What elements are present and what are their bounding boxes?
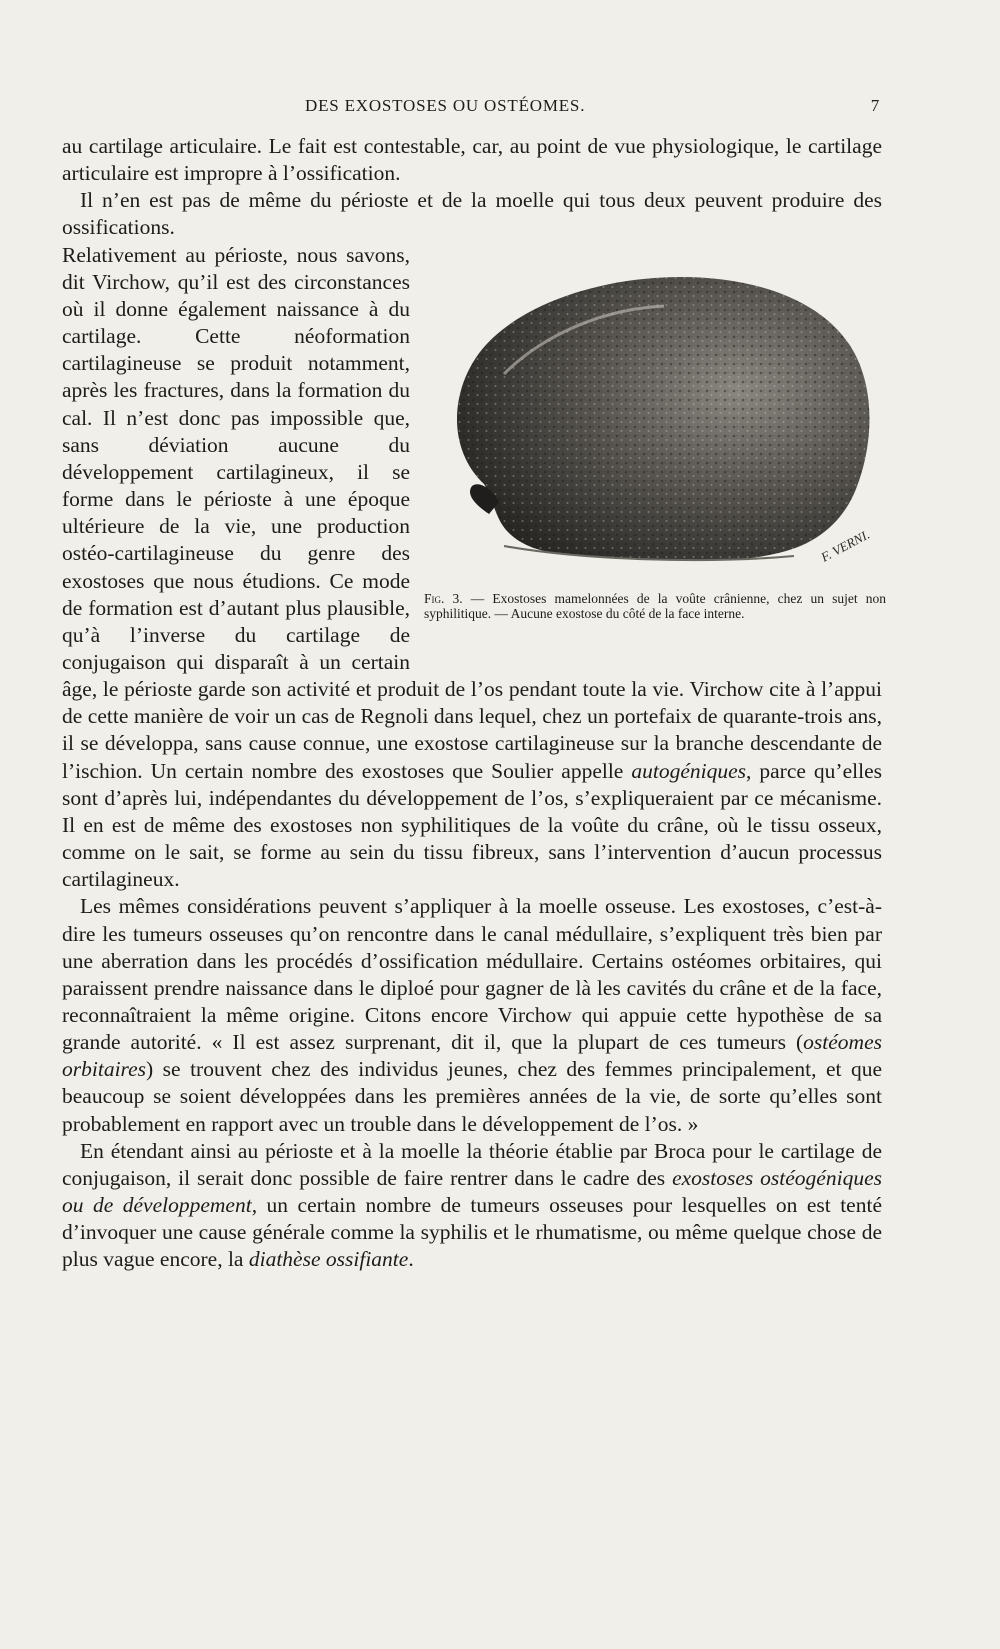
caption-text: — Exostoses mamelonnées de la voûte crânienne, chez un sujet non syphilitique. — Aucune exostose du côté de la face interne. [424, 590, 886, 622]
figure-signature: F. VERNI. [818, 526, 873, 565]
text-run-italic: exostoses ostéogéniques ou de développement [62, 1165, 882, 1218]
skull-exostosis-illustration [444, 254, 884, 574]
text-run-italic: autogéniques [631, 758, 747, 783]
figure-caption [424, 591, 886, 622]
text-run: ) se trouvent chez des individus jeunes, chez des femmes principalement, et que beaucoup se soient développées dans les premières années de la vie, de sorte qu’elles sont probablement en rapport avec un trouble dans le développement de l’os. » [62, 1057, 882, 1136]
text-run: , un certain nombre de tumeurs osseuses pour lesquelles on est tenté d’invoquer une cause générale comme la syphilis et le rhumatisme, ou même quelque chose de plus vague encore, la [62, 1193, 882, 1272]
text-run-italic: ostéomes orbitaires [62, 1030, 882, 1082]
text-run: Il n’en est pas de même du périoste et de la moelle qui tous deux peuvent produire des ossifications. [62, 188, 882, 240]
text-run: Les mêmes considérations peuvent s’appliquer à la moelle osseuse. Les exostoses, c’est-à-dire les tumeurs osseuses qu’on rencontre dans le canal médullaire, s’expliquent très bien par une aberration dans les procédés d’ossification médullaire. Certains ostéomes orbitaires, qui paraissent prendre naissance dans le diploé pour gagner de là les cavités du crâne et de la face, reconnaîtraient la même origine. Citons encore Virchow qui appuie cette hypothèse de sa grande autorité. « Il est assez surprenant, dit il, que la plupart de ces tumeurs ( [62, 894, 882, 1055]
text-run: , parce qu’elles sont d’après lui, indépendantes du développement de l’os, s’expliqueraient par ce mécanisme. Il en est de même des exostoses non syphilitiques de la voûte du crâne, où le tissu osseux, comme on le sait, se forme au sein du tissu fibreux, sans l’intervention d’aucun processus cartilagineux. [62, 758, 882, 892]
caption-label: Fig. 3. [424, 590, 463, 606]
paragraph-2 [62, 187, 882, 241]
figure-3 [424, 242, 886, 650]
paragraph-1 [62, 133, 882, 187]
page-header [60, 96, 880, 122]
page-number: 7 [870, 96, 880, 115]
body-text [62, 133, 886, 1274]
text-run: . [408, 1247, 414, 1272]
text-run: Relativement au périoste, nous savons, dit Virchow, qu’il est des circonstances où il donne également naissance à du cartilage. Cette néoformation cartilagineuse se produit notamment, après les fractures, dans la formation du cal. Il n’est donc pas impossible que, sans déviation aucune du développement cartilagineux, il se forme dans le périoste à une époque ultérieure de la vie, une production ostéo-cartilagineuse du genre des exostoses que nous étudions. Ce mode de formation est d’autant plus plausible, qu’à l’inverse du cartilage de conjugaison qui disparaît à un certain âge, le périoste garde son activité et produit de l’os pendant toute la vie. Virchow cite à l’appui de cette manière de voir un cas de Regnoli dans lequel, chez un portefaix de quarante-trois ans, il se développa, sans cause connue, une exostose cartilagineuse sur la branche descendante de l’ischion. Un certain nombre des exostoses que Soulier appelle [62, 242, 882, 783]
text-run: En étendant ainsi au périoste et à la moelle la théorie établie par Broca pour le cartilage de conjugaison, il serait donc possible de faire rentrer dans le cadre des [62, 1138, 882, 1190]
running-title: DES EXOSTOSES OU OSTÉOMES. [305, 96, 586, 115]
text-run: au cartilage articulaire. Le fait est contestable, car, au point de vue physiologique, le cartilage articulaire est impropre à l’ossification. [62, 134, 882, 186]
paragraph-4 [62, 893, 882, 1137]
paragraph-5 [62, 1138, 882, 1274]
text-run-italic: diathèse ossifiante [248, 1247, 409, 1272]
